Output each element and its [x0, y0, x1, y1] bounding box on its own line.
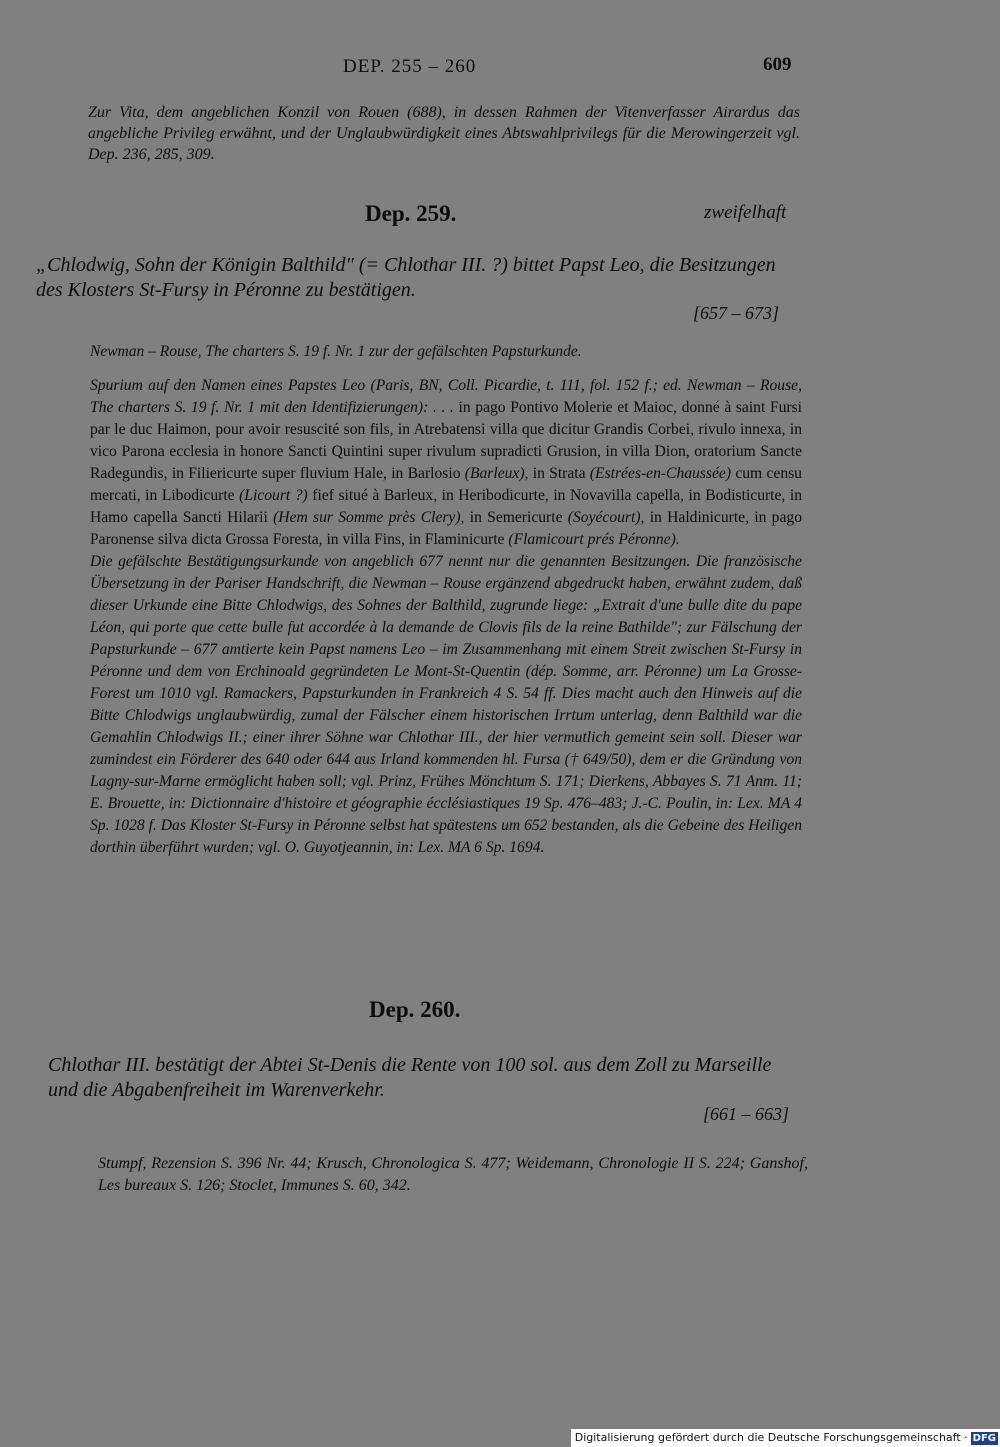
quote-part: , in Strata [524, 465, 590, 482]
quote-part: , in Haldinicurte, in pago Paronense silva dicta Grossa Foresta, in villa Fins, in Flaminicurte [90, 509, 802, 548]
quote-part: cum censu mercati, in Libodicurte [90, 465, 802, 504]
dep-259-date: [657 – 673] [693, 303, 780, 323]
quote-part: fief situé à Barleux, in Heribodicurte, in Novavilla capella, in Bodisticurte, in Hamo capella Sancti Hilarii [90, 487, 802, 526]
dep-260-regest: Chlothar III. bestätigt der Abtei St-Denis die Rente von 100 sol. aus dem Zoll zu Marseille und die Abgabenfreiheit im Warenverkehr. [48, 1054, 772, 1101]
quote-part: , in Semericurte [460, 509, 568, 526]
footer-text: Digitalisierung gefördert durch die Deutsche Forschungsgemeinschaft · [574, 1431, 968, 1444]
intro-paragraph: Zur Vita, dem angeblichen Konzil von Rouen (688), in dessen Rahmen der Vitenverfasser Airardus das angebliche Privileg erwähnt, und der Unglaubwürdigkeit eines Abtswahlprivilegs für die Merowingerzeit vgl. Dep. 236, 285, 309. [88, 104, 800, 163]
gloss: (Soyécourt) [567, 509, 641, 526]
dep-259-regest: „Chlodwig, Sohn der Königin Balthild" (= Chlothar III. ?) bittet Papst Leo, die Besitzungen des Klosters St-Fursy in Péronne zu bestätigen. [36, 254, 776, 301]
dep-259-body [90, 375, 802, 859]
running-title: DEP. 255 – 260 [343, 56, 477, 77]
dep-259-commentary: Die gefälschte Bestätigungsurkunde von angeblich 677 nennt nur die genannten Besitzungen. Die französische Übersetzung in der Pariser Handschrift, die Newman – Rouse ergänzend abgedruckt haben, erwähnt zudem, daß dieser Urkunde eine Bitte Chlodwigs, des Sohnes der Balthild, zugrunde liege: „Extrait d'une bulle dite du pape Léon, qui porte que cette bulle fut accordée à la demande de Clovis fils de la reine Bathilde"; zur Fälschung der Papsturkunde – 677 amtierte kein Papst namens Leo – im Zusammenhang mit einem Streit zwischen St-Fursy in Péronne und dem von Erchinoald gegründeten Le Mont-St-Quentin (dép. Somme, arr. Péronne) um La Grosse-Forest um 1010 vgl. Ramackers, Papsturkunden in Frankreich 4 S. 54 ff. Dies macht auch den Hinweis auf die Bitte Chlodwigs unglaubwürdig, zumal der Fälscher einem historischen Irrtum unterlag, denn Balthild war die Gemahlin Chlodwigs II.; einer ihrer Söhne war Chlothar III., der hier vermutlich gemeint sein soll. Dieser war zumindest ein Förderer des 640 oder 644 aus Irland kommenden hl. Fursa († 649/50), dem er die Gründung von Lagny-sur-Marne ermöglicht haben soll; vgl. Prinz, Frühes Mönchtum S. 171; Dierkens, Abbayes S. 71 Anm. 11; E. Brouette, in: Dictionnaire d'histoire et géographie écclésiastiques 19 Sp. 476–483; J.-C. Poulin, in: Lex. MA 4 Sp. 1028 f. Das Kloster St-Fursy in Péronne selbst hat spätestens um 652 bestanden, als die Gebeine des Heiligen dorthin überführt wurden; vgl. O. Guyotjeannin, in: Lex. MA 6 Sp. 1694. [90, 553, 802, 856]
dep-259-status: zweifelhaft [704, 202, 787, 223]
gloss: (Barleux) [464, 465, 525, 482]
dep-260-literature: Stumpf, Rezension S. 396 Nr. 44; Krusch, Chronologica S. 477; Weidemann, Chronologie II S. 224; Ganshof, Les bureaux S. 126; Stoclet, Immunes S. 60, 342. [98, 1155, 808, 1194]
quote-part: in pago Pontivo Molerie et Maioc, donné à saint Fursi par le duc Haimon, pour avoir resuscité son fils, in Atrebatensi villa que dicitur Grandis Corbei, rivulo innexa, in vico Parona ecclesia in honore Sancti Quintini super rivulum supradicti Grusion, in villa Dion, oratorium Sancte Radegundis, in Filiericurte super fluvium Hale, in Barlosio [90, 399, 803, 482]
gloss: (Hem sur Somme près Clery) [273, 509, 461, 526]
spurium-intro: Spurium auf den Namen eines Papstes Leo (Paris, BN, Coll. Picardie, t. 111, fol. 152 f.; ed. Newman – Rouse, The charters S. 19 f. Nr. 1 mit den Identifizierungen): . . . [90, 377, 802, 416]
gloss: (Estrées-en-Chaussée) [589, 465, 732, 482]
dep-259-heading: Dep. 259. [365, 201, 457, 226]
dep-260-date: [661 – 663] [703, 1104, 790, 1124]
dfg-logo: DFG [972, 1432, 996, 1444]
gloss: (Licourt ?) [239, 487, 308, 504]
dep-259-literature: Newman – Rouse, The charters S. 19 f. Nr. 1 zur der gefälschten Papsturkunde. [90, 343, 582, 360]
page-number: 609 [763, 54, 792, 75]
dep-260-heading: Dep. 260. [369, 997, 461, 1022]
footer-funding-note [571, 1429, 1000, 1447]
gloss: (Flamicourt prés Péronne). [508, 531, 680, 548]
